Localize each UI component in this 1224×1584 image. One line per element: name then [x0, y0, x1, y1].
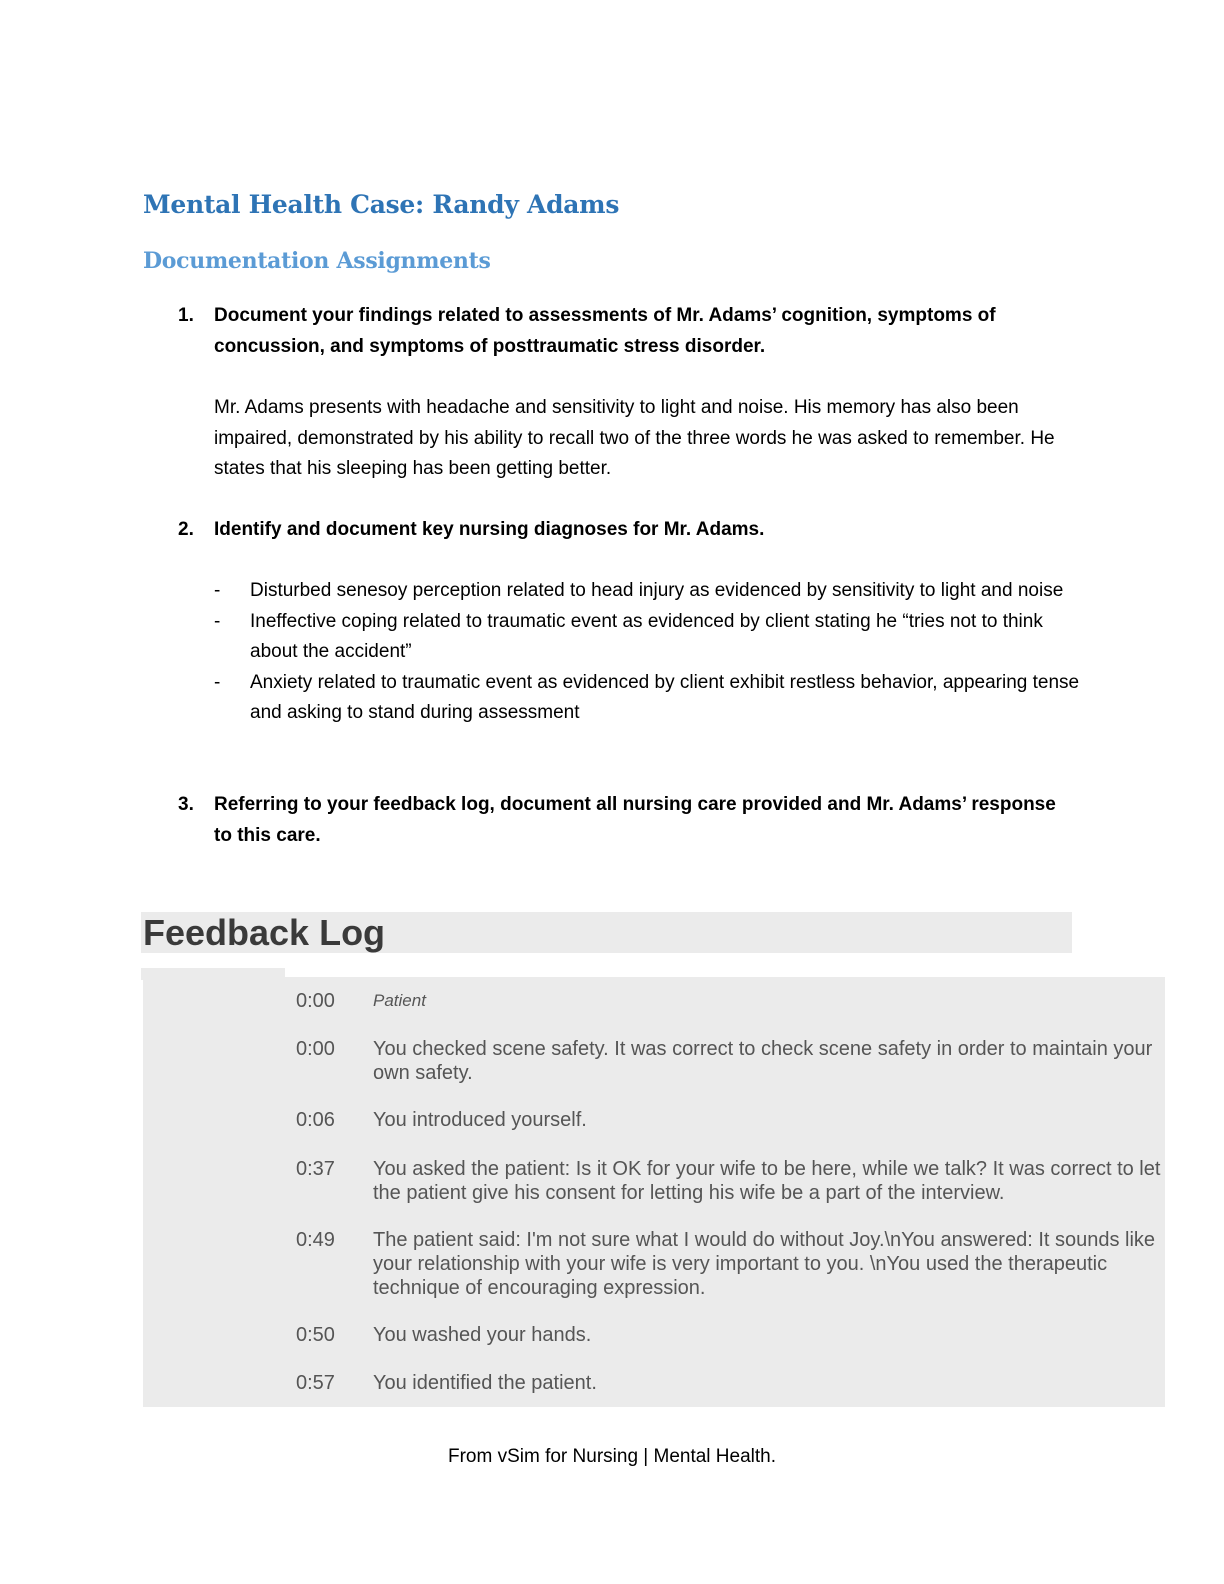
- log-text: You asked the patient: Is it OK for your wife to be here, while we talk? It was correct to let the patient give his consent for letting his wife be a part of the interview.: [373, 1158, 1161, 1204]
- list-item: [214, 607, 1094, 668]
- diagnosis-text: Ineffective coping related to traumatic event as evidenced by client stating he “tries not to think about the accident”: [250, 610, 1043, 662]
- feedback-log-header: [141, 912, 1072, 953]
- list-item: [214, 576, 1094, 607]
- answer-1: Mr. Adams presents with headache and sensitivity to light and noise. His memory has also been impaired, demonstrated by his ability to recall two of the three words he was asked to remember. He states that his sleeping has been getting better.: [214, 397, 1055, 479]
- log-time: 0:00: [296, 1038, 335, 1060]
- bullet-dash: -: [214, 610, 221, 632]
- question-text: Document your findings related to assessments of Mr. Adams’ cognition, symptoms of concussion, and symptoms of posttraumatic stress disorder.: [214, 305, 996, 357]
- question-text: Referring to your feedback log, document all nursing care provided and Mr. Adams’ response to this care.: [214, 794, 1056, 846]
- log-time: 0:50: [296, 1324, 335, 1346]
- log-time: 0:57: [296, 1372, 335, 1394]
- feedback-log-title: Feedback Log: [143, 912, 386, 953]
- diagnosis-text: Anxiety related to traumatic event as evidenced by client exhibit restless behavior, appearing tense and asking to stand during assessment: [250, 671, 1080, 723]
- log-time: 0:00: [296, 990, 335, 1012]
- question-number: 3.: [178, 794, 194, 815]
- log-text: You checked scene safety. It was correct to check scene safety in order to maintain your own safety.: [373, 1038, 1153, 1084]
- bullet-dash: -: [214, 580, 221, 601]
- log-text: You washed your hands.: [373, 1324, 592, 1346]
- log-text: You identified the patient.: [373, 1372, 597, 1394]
- question-number: 2.: [178, 519, 194, 540]
- log-time: 0:06: [296, 1109, 335, 1131]
- question-text: Identify and document key nursing diagnoses for Mr. Adams.: [214, 519, 765, 540]
- page-footer: From vSim for Nursing | Mental Health.: [447, 1446, 777, 1467]
- feedback-log-panel: [143, 977, 1165, 1407]
- list-item: [214, 668, 1094, 729]
- log-text: Patient: [373, 991, 426, 1010]
- log-text: The patient said: I'm not sure what I would do without Joy.\nYou answered: It sounds like your relationship with your wife is very important to you. \nYou used the therapeutic technique of encouraging expression.: [373, 1229, 1156, 1299]
- document-title: Mental Health Case: Randy Adams: [143, 190, 620, 219]
- log-text: You introduced yourself.: [373, 1109, 587, 1131]
- diagnosis-text: Disturbed senesoy perception related to head injury as evidenced by sensitivity to light and noise: [250, 580, 1064, 601]
- log-time: 0:49: [296, 1229, 335, 1251]
- nursing-diagnoses-list: [214, 576, 1094, 729]
- log-time: 0:37: [296, 1158, 335, 1180]
- section-subtitle: Documentation Assignments: [143, 248, 491, 274]
- bullet-dash: -: [214, 671, 221, 693]
- question-number: 1.: [178, 305, 194, 326]
